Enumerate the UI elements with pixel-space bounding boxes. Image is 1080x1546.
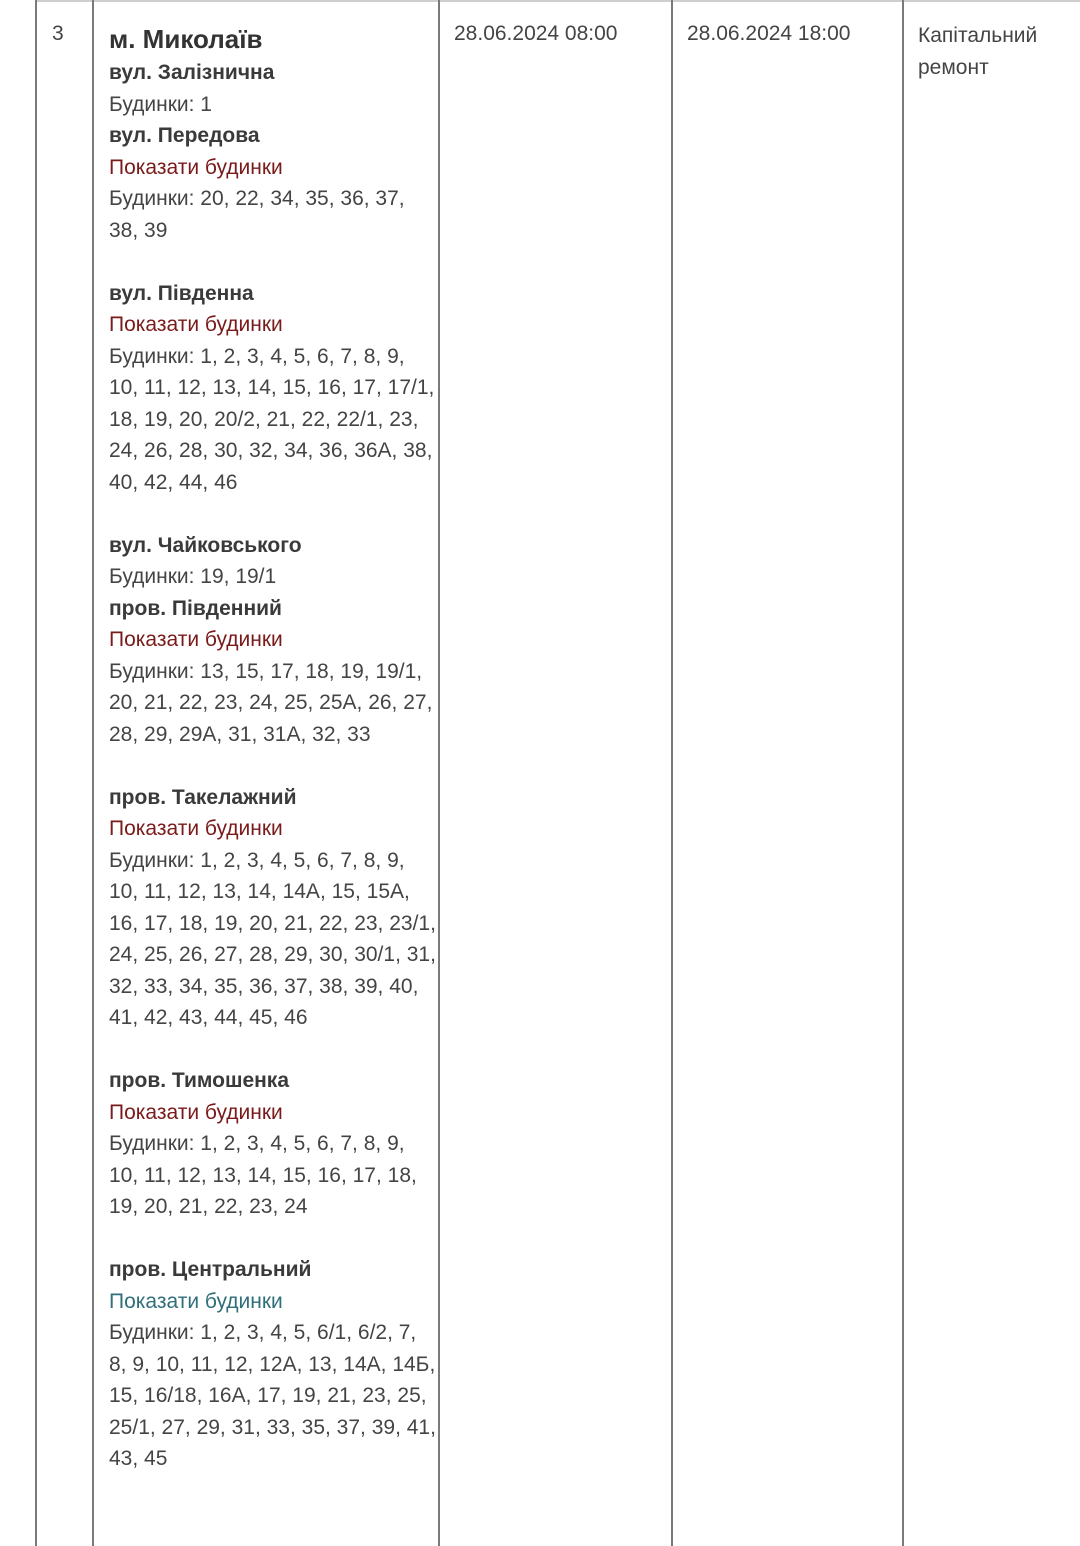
show-houses-link[interactable]: Показати будинки: [109, 155, 283, 179]
street-name: вул. Південна: [109, 281, 254, 305]
show-houses-link[interactable]: Показати будинки: [109, 1100, 283, 1124]
street-name: пров. Такелажний: [109, 785, 297, 809]
table-border-col4: [902, 0, 904, 1546]
street-block: [109, 57, 438, 120]
street-name: пров. Тимошенка: [109, 1069, 289, 1092]
address-cell: [94, 0, 438, 1475]
row-number: 3: [52, 22, 64, 45]
table-border-col2: [438, 0, 440, 1546]
street-block: [109, 593, 438, 751]
house-list: Будинки: 1, 2, 3, 4, 5, 6/1, 6/2, 7, 8, 9, 10, 11, 12, 12А, 13, 14А, 14Б, 15, 16/18, 16А, 17, 19, 21, 23, 25, 25/1, 27, 29, 31, 33, 35, 37, 39, 41, 43, 45: [109, 1321, 436, 1470]
house-list: Будинки: 1: [109, 92, 212, 116]
start-datetime: 28.06.2024 08:00: [454, 22, 618, 45]
street-name: вул. Передова: [109, 124, 260, 147]
street-name: вул. Чайковського: [109, 533, 302, 557]
house-list: Будинки: 13, 15, 17, 18, 19, 19/1, 20, 21, 22, 23, 24, 25, 25А, 26, 27, 28, 29, 29А, 31, 31А, 32, 33: [109, 659, 433, 746]
show-houses-link[interactable]: Показати будинки: [109, 817, 283, 840]
house-list: Будинки: 1, 2, 3, 4, 5, 6, 7, 8, 9, 10, 11, 12, 13, 14, 14А, 15, 15А, 16, 17, 18, 19, 20, 21, 22, 23, 23/1, 24, 25, 26, 27, 28, 29, 30, 30/1, 31, 32, 33, 34, 35, 36, 37, 38, 39, 40, 41, 42, 43, 44, 45, 46: [109, 848, 436, 1029]
house-list: Будинки: 1, 2, 3, 4, 5, 6, 7, 8, 9, 10, 11, 12, 13, 14, 15, 16, 17, 17/1, 18, 19, 20, 20/2, 21, 22, 22/1, 23, 24, 26, 28, 30, 32, 34, 36, 36А, 38, 40, 42, 44, 46: [109, 344, 435, 494]
street-name: вул. Залізнична: [109, 61, 275, 84]
house-list: Будинки: 19, 19/1: [109, 565, 277, 588]
street-block: [109, 1254, 438, 1475]
street-name: пров. Південний: [109, 596, 282, 620]
street-block: [109, 1065, 438, 1223]
house-list: Будинки: 20, 22, 34, 35, 36, 37, 38, 39: [109, 187, 405, 242]
show-houses-link[interactable]: Показати будинки: [109, 628, 283, 651]
outage-reason: Капітальний ремонт: [918, 24, 1038, 79]
street-name: пров. Центральний: [109, 1258, 312, 1281]
city-name: м. Миколаїв: [109, 24, 263, 54]
show-houses-link[interactable]: Показати будинки: [109, 313, 283, 336]
street-block: [109, 530, 438, 593]
end-datetime: 28.06.2024 18:00: [687, 22, 851, 45]
house-list: Будинки: 1, 2, 3, 4, 5, 6, 7, 8, 9, 10, 11, 12, 13, 14, 15, 16, 17, 18, 19, 20, 21, 22, 23, 24: [109, 1132, 417, 1218]
street-block: [109, 278, 438, 499]
table-border-col3: [671, 0, 673, 1546]
table-border-left: [35, 0, 37, 1546]
show-houses-link[interactable]: Показати будинки: [109, 1289, 283, 1313]
street-block: [109, 120, 438, 246]
street-block: [109, 782, 438, 1034]
